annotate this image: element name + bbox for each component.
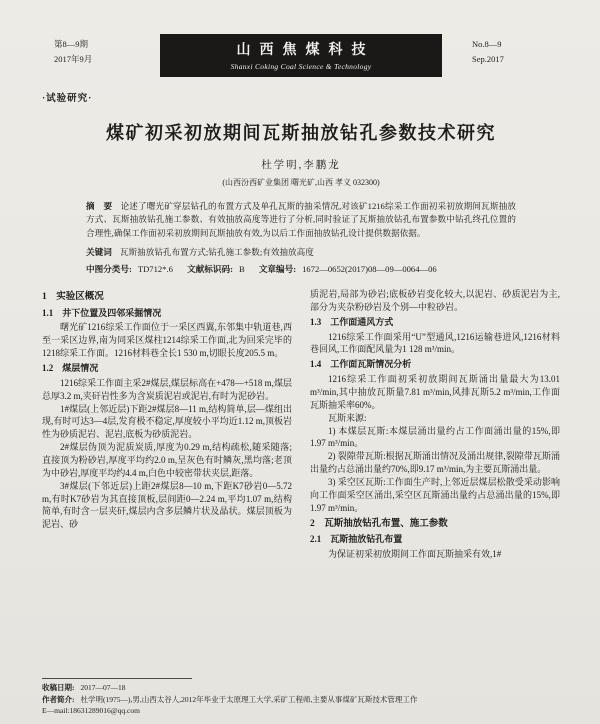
list-item-2: 2) 裂隙带瓦斯:根据瓦斯涌出情况及涌出规律,裂隙带瓦斯涌出量约占总涌出量约70%,即9.17 m³/min,为主要瓦斯涌出量。 [310,451,560,475]
subsection-heading-1-2: 1.2 煤层情况 [42,362,99,373]
issue-number-cn: 第8—9期 [54,39,89,49]
section-heading-2: 2 瓦斯抽放钻孔布置、施工参数 [310,518,448,529]
footnote-separator [42,678,192,679]
author-bio-value: 杜学明(1975—),男,山西太谷人,2012年毕业于太原理工大学,采矿工程师,主要从事煤矿瓦斯技术管理工作 [80,694,418,704]
paragraph: 瓦斯来源: [328,412,367,423]
article-id-value: 1672—0652(2017)08—09—0064—06 [302,263,437,274]
doc-code-label: 文献标识码: [187,263,233,274]
received-date-label: 收稿日期: [42,683,75,693]
issue-number-en: No.8—9 [472,39,502,49]
paragraph: 1216综采工作面主采2#煤层,煤层标高在+478—+518 m,煤层总厚3.2 m,夹矸岩性多为含炭质泥岩或泥岩,有时为泥砂岩。 [42,377,292,401]
abstract-block [86,200,516,240]
right-column [310,288,560,650]
list-item-3: 3) 采空区瓦斯:工作面生产时,上邻近层煤层松散受采动影响向工作面采空区涌出,采空区瓦斯涌出量约占总涌出量的15%,即1.97 m³/min。 [310,476,560,513]
issue-date-en: Sep.2017 [472,54,504,65]
journal-name-en: Shanxi Coking Coal Science & Technology [230,62,372,71]
received-date-line [42,682,560,694]
author-bio-label: 作者简介: [42,694,75,704]
journal-title-band [160,34,442,77]
issue-date-cn: 2017年9月 [54,54,93,65]
doc-code-value: B [238,263,245,274]
clc-value: TD712*.6 [137,263,173,274]
paragraph: 为保证初采初放期间工作面瓦斯抽采有效,1# [328,548,502,559]
classification-line [86,263,516,275]
paragraph: 3#煤层(下邻近层)上距2#煤层8—10 m,下距K7砂岩0—5.72 m,有时K7砂岩为其直接顶板,层间距0—2.24 m,平均1.07 m,结构简单,有时含一层夹矸,煤层内含多层鳞片状及晶状。煤层顶板为泥岩、砂 [42,480,292,530]
subsection-heading-1-1: 1.1 井下位置及四邻采掘情况 [42,307,162,318]
journal-header [42,34,560,77]
affiliation-line: (山西汾西矿业集团 曙光矿,山西 孝义 032300) [222,178,380,187]
abstract-text: 论述了曙光矿穿层钻孔的布置方式及单孔瓦斯的抽采情况,对该矿1216综采工作面初采初放期间瓦斯抽放方式、瓦斯抽放钻孔施工参数、有效抽放高度等进行了分析,同时验证了瓦斯抽放钻孔布置参数中钻孔终孔位置的合理性,确保工作面初采初放期间瓦斯抽放有效,为以后工作面抽放钻孔设计提供数据依据。 [86,201,516,238]
received-date-value: 2017—07—18 [80,683,126,693]
article-id-label: 文章编号: [258,263,297,274]
subsection-heading-1-3: 1.3 工作面通风方式 [310,316,394,327]
subsection-heading-1-4: 1.4 工作面瓦斯情况分析 [310,359,412,370]
article-title: 煤矿初采初放期间瓦斯抽放钻孔参数技术研究 [106,123,496,143]
column-section-tag: ·试验研究· [42,94,93,104]
clc-label: 中图分类号: [86,263,132,274]
paragraph: 1216综采工作面采用“U”型通风,1216运输巷进风,1216材料巷回风,工作面配风量为1 128 m³/min。 [310,331,560,355]
journal-name-cn: 山西焦煤科技 [236,43,375,58]
paragraph: 1216综采工作面初采初放期间瓦斯涌出量最大为13.01 m³/min,其中抽放瓦斯量7.81 m³/min,风排瓦斯5.2 m³/min,工作面瓦斯抽采率60%。 [310,374,560,410]
keywords-text: 瓦斯抽放钻孔布置方式;钻孔施工参数;有效抽放高度 [119,246,314,257]
email-line [42,705,560,717]
paragraph: 1#煤层(上邻近层)下距2#煤层8—11 m,结构简单,层—煤组出现,有时可达3—4层,发育极不稳定,厚度较小平均近1.12 m,顶板岩性为砂质泥岩、泥岩,底板为砂质泥岩。 [42,403,293,440]
authors-line: 杜学明,李鹏龙 [261,160,341,171]
footnote-block [42,678,560,717]
issue-info-right [442,34,560,77]
paragraph-continuation: 质泥岩,局部为砂岩;底板砂岩变化较大,以泥岩、砂质泥岩为主,部分为夹杂粉砂岩及个别—中粒砂岩。 [310,288,560,312]
author-bio-line [42,694,560,706]
list-item-1: 1) 本煤层瓦斯:本煤层涌出量约占工作面涌出量的15%,即1.97 m³/min。 [310,425,560,449]
body-columns [42,288,560,650]
subsection-heading-2-1: 2.1 瓦斯抽放钻孔布置 [310,534,403,545]
paragraph: 2#煤层伪顶为泥质炭质,厚度为0.29 m,结构疏松,随采随落;直接顶为粉砂岩,厚度平均约2.0 m,呈灰色有时鳞灰,黑均落;老顶为中砂岩,厚度平均约4.4 m,白色中较密带状夹层,距落。 [42,442,292,478]
section-heading-1: 1 实验区概况 [42,291,104,302]
issue-info-left [42,34,160,77]
paragraph: 曙光矿1216综采工作面位于一采区西翼,东邻集中轨道巷,西至一采区边界,南为同采区煤柱1214综采工作面,北为回采完毕的1218综采工作面。1216材料巷全长1 530 m,切眼长度205.5 m。 [42,322,292,359]
keywords-label: 关键词 [86,246,112,257]
keywords-block [86,246,516,258]
left-column [42,288,292,650]
email-value: E—mail:18631289016@qq.com [42,706,140,716]
abstract-label: 摘 要 [86,201,113,211]
